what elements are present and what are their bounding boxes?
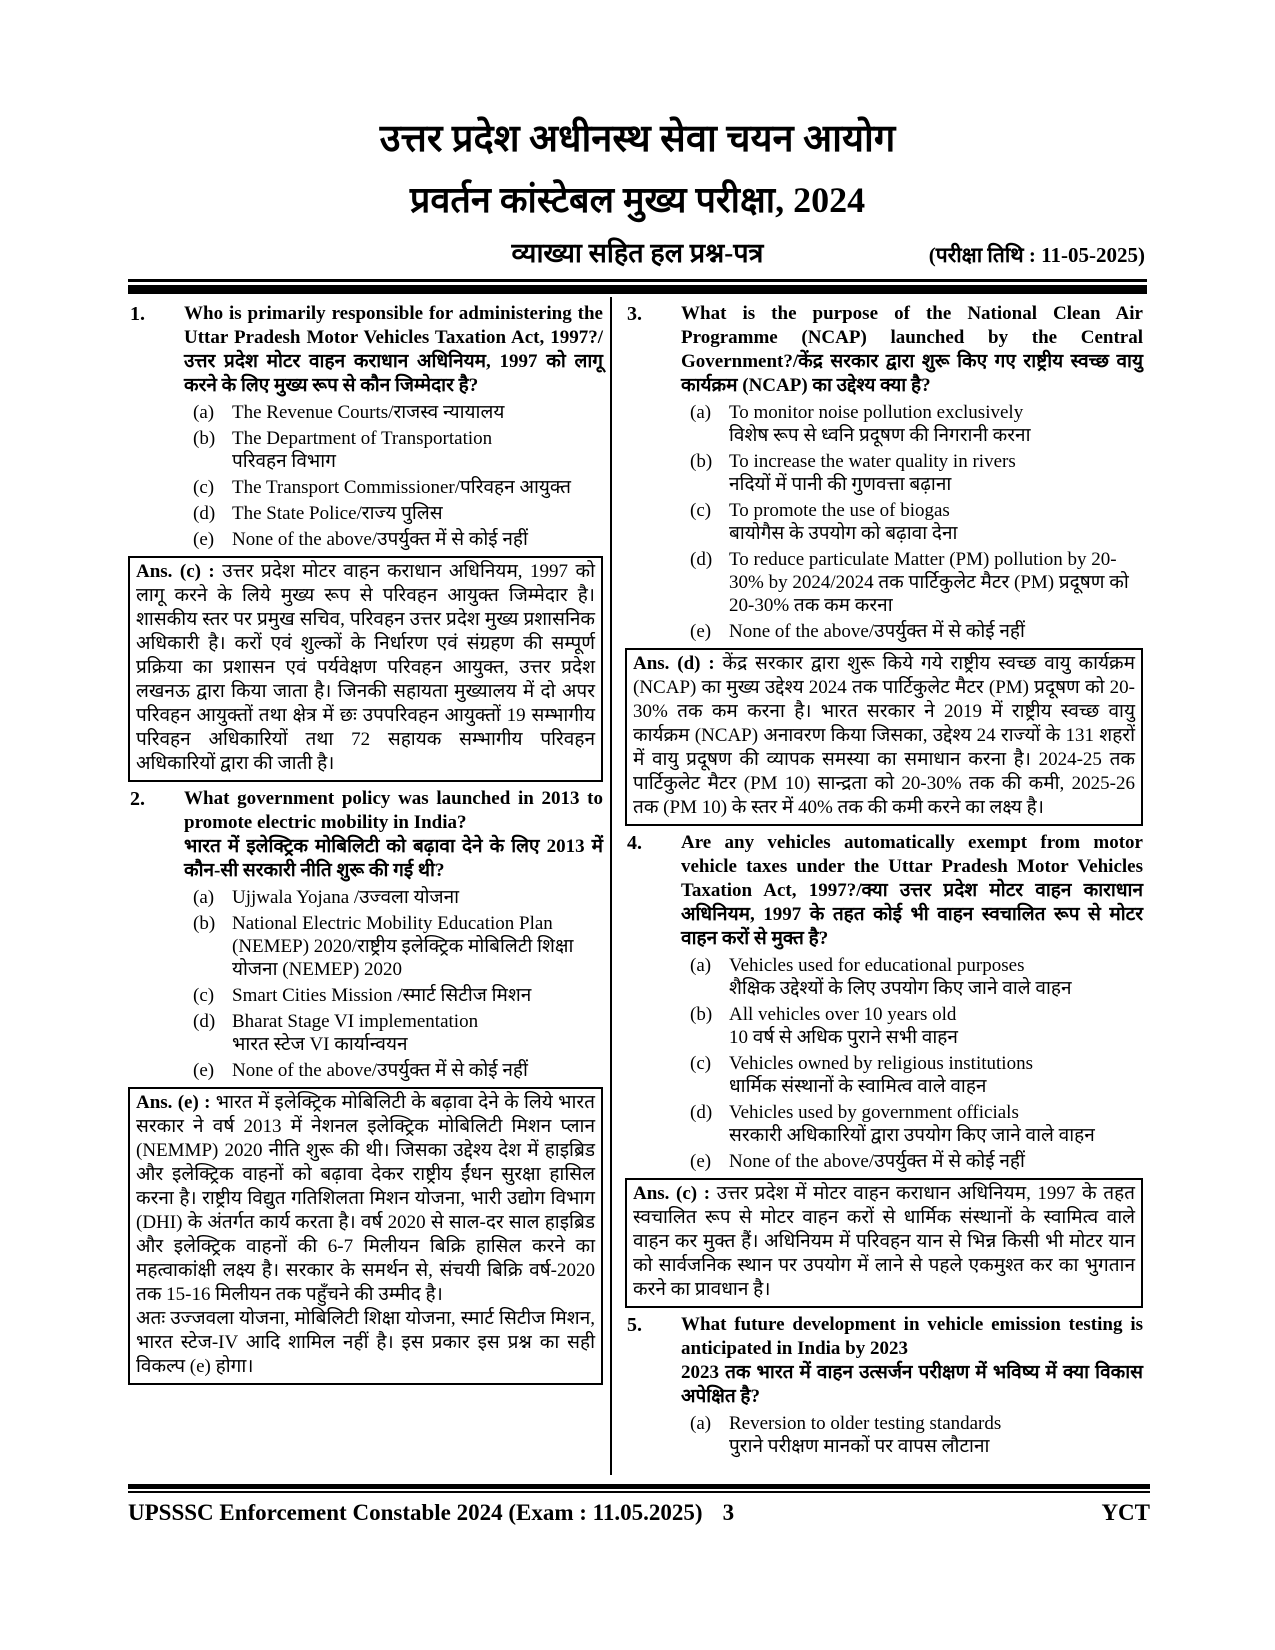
header-rule-thin [128,279,1147,282]
answer-text: उत्तर प्रदेश मोटर वाहन कराधान अधिनियम, 1997 को लागू करने के लिये मुख्य रूप से परिवहन आयुक्त जिम्मेदार है। शासकीय स्तर पर प्रमुख सचिव, परिवहन उत्तर प्रदेश मुख्य प्रशासनिक अधिकारी है। करों एवं शुल्कों के निर्धारण एवं संग्रहण की सम्पूर्ण प्रक्रिया का प्रशासन एवं पर्यवेक्षण परिवहन आयुक्त, उत्तर प्रदेश लखनऊ द्वारा किया जाता है। जिनकी सहायता मुख्यालय में दो अपर परिवहन आयुक्तों तथा क्षेत्र में छः उपपरिवहन आयुक्तों 19 सम्भागीय परिवहन अधिकारियों तथा 72 सहायक सम्भागीय परिवहन अधिकारियों द्वारा की जाती है। [136,560,595,774]
answer-text: भारत में इलेक्ट्रिक मोबिलिटी के बढ़ावा देने के लिये भारत सरकार ने वर्ष 2013 में नेशनल इलेक्ट्रिक मोबिलिटी मिशन प्लान (NEMMP) 2020 नीति शुरू की थी। जिसका उद्देश्य देश में हाइब्रिड और इलेक्ट्रिक वाहनों को बढ़ावा देकर राष्ट्रीय ईंधन सुरक्षा हासिल करना है। राष्ट्रीय विद्युत गतिशिलता मिशन योजना, भारी उद्योग विभाग (DHI) के अंतर्गत कार्य करता है। वर्ष 2020 से साल-दर साल हाइब्रिड और इलेक्ट्रिक वाहनों की 6-7 मिलीयन बिक्रि हासिल करने का महत्वाकांक्षी लक्ष्य है। सरकार के समर्थन से, संचयी बिक्रि वर्ष-2020 तक 15-16 मिलीयन तक पहुँचने की उम्मीद है। [136,1091,595,1305]
option-label: (b) [193,427,216,449]
option-label: (a) [690,954,712,976]
page-footer [128,1484,1150,1526]
option-line: None of the above/उपर्युक्त में से कोई नहीं [729,1150,1025,1172]
option-line: None of the above/उपर्युक्त में से कोई नहीं [232,528,528,550]
answer-text: उत्तर प्रदेश में मोटर वाहन कराधान अधिनियम, 1997 के तहत स्वचालित रूप से मोटर वाहन करों से धार्मिक संस्थानों के स्वामित्व वाले वाहन कर मुक्त हैं। अधिनियम में परिवहन यान से भिन्न किसी भी मोटर यान को सार्वजनिक स्थान पर उपयोग में लाने से पहले एकमुश्त कर का भुगतान करने का प्रावधान है। [633,1182,1136,1300]
option-line: To monitor noise pollution exclusively [729,401,1024,423]
option-row [193,912,603,981]
paper-subtitle: व्याख्या सहित हल प्रश्न-पत्र [511,237,764,268]
option-label: (e) [193,1059,215,1081]
option-text [232,502,603,525]
answer-label: Ans. (c) : [136,560,215,582]
left-column [128,297,610,1475]
exam-date: (परीक्षा तिथि : 11-05-2025) [928,242,1145,267]
answer-label: Ans. (e) : [136,1091,211,1113]
option-row [690,1003,1143,1049]
option-row [193,528,603,551]
question-body [184,302,603,551]
footer-rule-thin [128,1491,1150,1493]
option-line: Smart Cities Mission /स्मार्ट सिटीज मिशन [232,984,532,1006]
answer-label: Ans. (c) : [633,1182,711,1204]
option-row [690,954,1143,1000]
question-block [625,1313,1143,1458]
option-label: (a) [690,401,712,423]
option-text [729,1003,1143,1049]
question-body [184,787,603,1082]
option-text [232,427,603,473]
option-line: All vehicles over 10 years old [729,1003,957,1025]
option-row [193,476,603,499]
question-number: 4. [627,831,642,854]
option-text [729,1052,1143,1098]
option-text [729,548,1143,617]
page-header [0,0,1275,294]
option-line: विशेष रूप से ध्वनि प्रदूषण की निगरानी करना [729,424,1031,446]
option-label: (e) [690,620,712,642]
option-row [690,620,1143,643]
option-row [690,1052,1143,1098]
option-line: Bharat Stage VI implementation [232,1010,479,1032]
option-label: (c) [690,499,712,521]
option-line: None of the above/उपर्युक्त में से कोई नहीं [729,620,1025,642]
option-line: Vehicles used for educational purposes [729,954,1025,976]
question-text: What government policy was launched in 2013 to promote electric mobility in India? [184,787,603,833]
question-text: 2023 तक भारत में वाहन उत्सर्जन परीक्षण में भविष्य में क्या विकास अपेक्षित है? [681,1361,1143,1407]
option-line: Reversion to older testing standards [729,1412,1002,1434]
option-row [690,1150,1143,1173]
option-text [729,1150,1143,1173]
answer-box [128,556,603,782]
option-line: National Electric Mobility Education Plan (NEMEP) 2020/राष्ट्रीय इलेक्ट्रिक मोबिलिटी शिक्षा योजना (NEMEP) 2020 [232,912,574,980]
option-text [232,1059,603,1082]
question-text: What is the purpose of the National Clean Air Programme (NCAP) launched by the Central Government?/केंद्र सरकार द्वारा शुरू किए गए राष्ट्रीय स्वच्छ वायु कार्यक्रम (NCAP) का उद्देश्य क्या है? [681,302,1143,396]
question-body [681,302,1143,643]
question-text: Who is primarily responsible for administering the Uttar Pradesh Motor Vehicles Taxation Act, 1997?/उत्तर प्रदेश मोटर वाहन कराधान अधिनियम, 1997 को लागू करने के लिए मुख्य रूप से कौन जिम्मेदार है? [184,302,603,396]
option-text [232,984,603,1007]
footer-rule-bar [128,1484,1150,1489]
option-text [729,499,1143,545]
option-row [193,427,603,473]
answer-paragraph [136,560,595,776]
option-text [232,401,603,424]
option-label: (e) [193,528,215,550]
option-text [729,450,1143,496]
answer-label: Ans. (d) : [633,652,715,674]
option-line: सरकारी अधिकारियों द्वारा उपयोग किए जाने वाले वाहन [729,1124,1095,1146]
answer-box [128,1087,603,1385]
answer-text: केंद्र सरकार द्वारा शुरू किये गये राष्ट्रीय स्वच्छ वायु कार्यक्रम (NCAP) का मुख्य उद्देश्य 2024 तक पार्टिकुलेट मैटर (PM) प्रदूषण को 20-30% तक कम करना है। भारत सरकार ने 2019 में राष्ट्रीय स्वच्छ वायु कार्यक्रम (NCAP) अनावरण किया जिसका, उद्देश्य 24 राज्यों के 131 शहरों में वायु प्रदूषण की व्यापक समस्या का समाधान करना है। 2024-25 तक पार्टिकुलेट मैटर (PM 10) सान्द्रता को 20-30% तक की कमी, 2025-26 तक (PM 10) के स्तर में 40% तक की कमी करने का लक्ष्य है। [633,652,1136,818]
page-number: 3 [722,1500,735,1525]
footer-text-row [128,1500,1150,1526]
question-block [625,302,1143,643]
question-text: भारत में इलेक्ट्रिक मोबिलिटी को बढ़ावा देने के लिए 2013 में कौन-सी सरकारी नीति शुरू की गई थी? [184,835,603,881]
option-label: (b) [690,1003,713,1025]
option-line: परिवहन विभाग [232,450,336,472]
option-text [729,401,1143,447]
question-number: 3. [627,302,642,325]
option-text [232,912,603,981]
option-line: None of the above/उपर्युक्त में से कोई नहीं [232,1059,528,1081]
option-label: (c) [690,1052,712,1074]
option-line: Vehicles owned by religious institutions [729,1052,1033,1074]
option-line: 10 वर्ष से अधिक पुराने सभी वाहन [729,1026,958,1048]
option-line: नदियों में पानी की गुणवत्ता बढ़ाना [729,473,952,495]
footer-publisher: YCT [1101,1500,1150,1525]
right-column [612,297,1143,1475]
option-line: To increase the water quality in rivers [729,450,1016,472]
option-label: (a) [193,886,215,908]
option-text [232,1010,603,1056]
option-line: पुराने परीक्षण मानकों पर वापस लौटाना [729,1435,990,1457]
option-label: (b) [193,912,216,934]
option-line: शैक्षिक उद्देश्यों के लिए उपयोग किए जाने वाले वाहन [729,977,1072,999]
option-label: (c) [193,984,215,1006]
question-block [625,831,1143,1173]
option-label: (b) [690,450,713,472]
answer-paragraph [633,652,1135,820]
footer-left [128,1500,734,1526]
option-text [232,528,603,551]
option-line: Ujjwala Yojana /उज्वला योजना [232,886,460,908]
option-label: (a) [193,401,215,423]
exam-title: प्रवर्तन कांस्टेबल मुख्य परीक्षा, 2024 [409,179,866,220]
question-number: 2. [130,787,145,810]
question-number: 5. [627,1313,642,1336]
option-text [729,1412,1143,1458]
question-text: Are any vehicles automatically exempt from motor vehicle taxes under the Uttar Pradesh Motor Vehicles Taxation Act, 1997?/क्या उत्तर प्रदेश मोटर वाहन काराधान अधिनियम, 1997 के तहत कोई भी वाहन स्वचालित रूप से मोटर वाहन करों से मुक्त है? [681,831,1143,949]
option-line: धार्मिक संस्थानों के स्वामित्व वाले वाहन [729,1075,987,1097]
option-row [193,886,603,909]
option-row [193,1059,603,1082]
footer-exam-name: UPSSSC Enforcement Constable 2024 (Exam : 11.05.2025) [128,1500,703,1525]
commission-title: उत्तर प्रदेश अधीनस्थ सेवा चयन आयोग [379,118,896,160]
option-row [690,548,1143,617]
question-text: What future development in vehicle emission testing is anticipated in India by 2023 [681,1313,1143,1359]
option-line: The State Police/राज्य पुलिस [232,502,443,524]
subtitle-row [0,233,1275,275]
option-label: (d) [690,548,713,570]
option-row [193,984,603,1007]
option-label: (d) [690,1101,713,1123]
option-text [729,954,1143,1000]
option-line: The Revenue Courts/राजस्व न्यायालय [232,401,505,423]
answer-paragraph [633,1182,1135,1302]
option-row [690,1101,1143,1147]
option-row [690,1412,1143,1458]
option-row [193,401,603,424]
option-line: The Transport Commissioner/परिवहन आयुक्त [232,476,571,498]
option-line: To promote the use of biogas [729,499,950,521]
question-columns [128,297,1150,1475]
option-row [193,1010,603,1056]
header-rule [128,279,1147,294]
question-body [681,1313,1143,1458]
option-text [232,886,603,909]
option-line: To reduce particulate Matter (PM) pollution by 20-30% by 2024/2024 तक पार्टिकुलेट मैटर (PM) प्रदूषण को 20-30% तक कम करना [729,548,1129,616]
question-block [128,787,603,1082]
option-row [690,499,1143,545]
option-row [690,450,1143,496]
question-number: 1. [130,302,145,325]
option-line: बायोगैस के उपयोग को बढ़ावा देना [729,522,958,544]
option-row [690,401,1143,447]
question-block [128,302,603,551]
answer-box [625,1178,1143,1308]
answer-paragraph [136,1091,595,1307]
option-text [729,1101,1143,1147]
option-line: The Department of Transportation [232,427,493,449]
option-label: (d) [193,502,216,524]
option-label: (a) [690,1412,712,1434]
answer-text: अतः उज्जवला योजना, मोबिलिटी शिक्षा योजना, स्मार्ट सिटीज मिशन, भारत स्टेज-IV आदि शामिल नहीं है। इस प्रकार इस प्रश्न का सही विकल्प (e) होगा। [136,1307,595,1377]
question-body [681,831,1143,1173]
option-text [232,476,603,499]
option-line: Vehicles used by government officials [729,1101,1019,1123]
option-label: (c) [193,476,215,498]
option-text [729,620,1143,643]
option-line: भारत स्टेज VI कार्यान्वयन [232,1033,408,1055]
option-row [193,502,603,525]
answer-box [625,648,1143,826]
option-label: (d) [193,1010,216,1032]
option-label: (e) [690,1150,712,1172]
header-rule-bar [128,285,1147,294]
